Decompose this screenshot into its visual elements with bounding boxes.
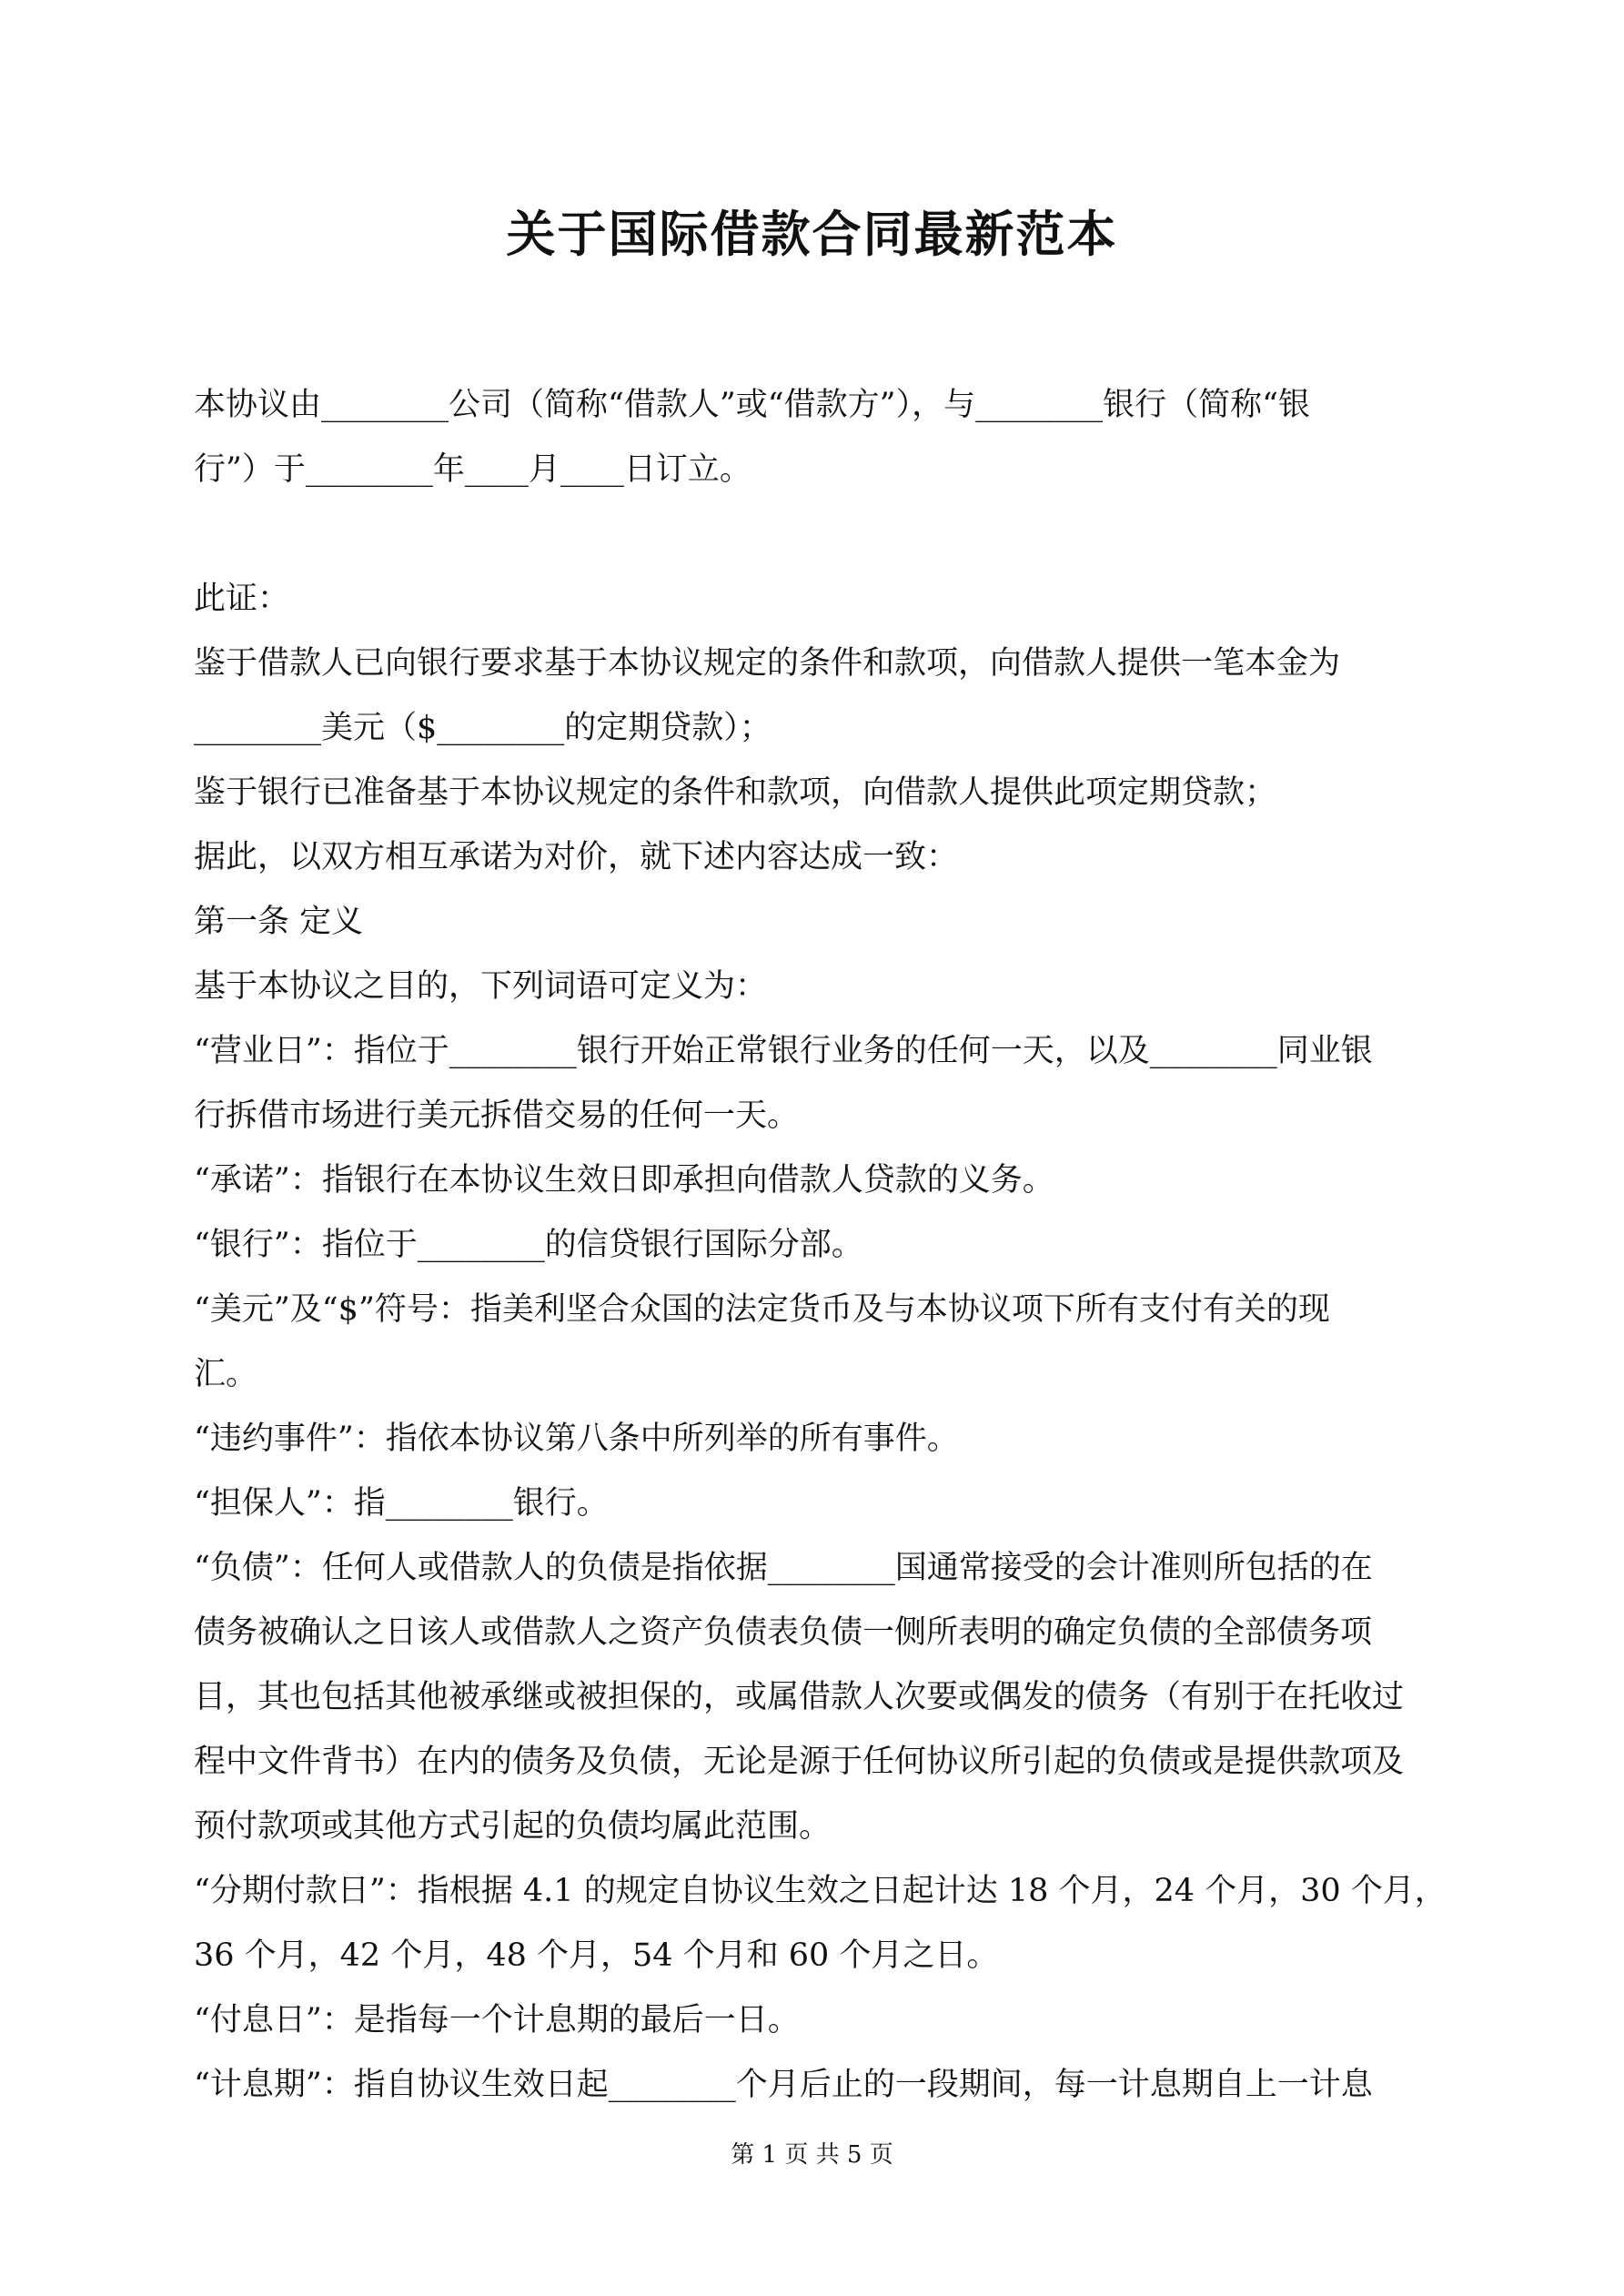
document-body	[194, 373, 1447, 2118]
paragraph-line: 此证：	[194, 581, 290, 617]
document-title: 关于国际借款合同最新范本	[506, 205, 1118, 263]
paragraph-line: “担保人”：指________银行。	[194, 1485, 609, 1522]
paragraph-line: “银行”：指位于________的信贷银行国际分部。	[194, 1227, 863, 1263]
paragraph-line: ________美元（$________的定期贷款）；	[194, 710, 772, 746]
blank-line	[194, 502, 1440, 567]
section-heading: 第一条 定义	[194, 904, 364, 940]
paragraph-line: 本协议由________公司（简称“借款人”或“借款方”），与________银行（简称“银	[194, 387, 1310, 423]
paragraph-line: 预付款项或其他方式引起的负债均属此范围。	[194, 1808, 832, 1845]
paragraph-line: 据此，以双方相互承诺为对价，就下述内容达成一致：	[194, 839, 959, 875]
paragraph-line: “承诺”：指银行在本协议生效日即承担向借款人贷款的义务。	[194, 1162, 1054, 1199]
paragraph-line: 汇。	[194, 1356, 258, 1392]
paragraph-line: 程中文件背书）在内的债务及负债，无论是源于任何协议所引起的负债或是提供款项及	[194, 1744, 1405, 1780]
paragraph-line: 行拆借市场进行美元拆借交易的任何一天。	[194, 1097, 800, 1134]
paragraph-line: “违约事件”：指依本协议第八条中所列举的所有事件。	[194, 1421, 959, 1457]
paragraph-line: 基于本协议之目的，下列词语可定义为：	[194, 968, 768, 1005]
paragraph-line: 鉴于银行已准备基于本协议规定的条件和款项，向借款人提供此项定期贷款；	[194, 774, 1277, 811]
paragraph-line: “计息期”：指自协议生效日起________个月后止的一段期间，每一计息期自上一计息	[194, 2067, 1373, 2103]
paragraph-line: “付息日”：是指每一个计息期的最后一日。	[194, 2002, 800, 2038]
paragraph-line: 36 个月，42 个月，48 个月，54 个月和 60 个月之日。	[194, 1937, 999, 1974]
paragraph-line: “营业日”：指位于________银行开始正常银行业务的任何一天，以及________同业银	[194, 1033, 1373, 1069]
paragraph-line: 目，其也包括其他被承继或被担保的，或属借款人次要或偶发的债务（有别于在托收过	[194, 1679, 1405, 1715]
paragraph-line: “负债”：任何人或借款人的负债是指依据________国通常接受的会计准则所包括的在	[194, 1550, 1373, 1586]
paragraph-line: 鉴于借款人已向银行要求基于本协议规定的条件和款项，向借款人提供一笔本金为	[194, 645, 1341, 682]
page-footer: 第 1 页 共 5 页	[731, 2141, 893, 2169]
paragraph-line: “美元”及“$”符号：指美利坚合众国的法定货币及与本协议项下所有支付有关的现	[194, 1291, 1330, 1328]
paragraph-line: 行”）于________年____月____日订立。	[194, 451, 751, 488]
paragraph-line: “分期付款日”：指根据 4.1 的规定自协议生效之日起计达 18 个月，24 个月，30 个月，	[194, 1873, 1447, 1909]
paragraph-line: 债务被确认之日该人或借款人之资产负债表负债一侧所表明的确定负债的全部债务项	[194, 1614, 1373, 1651]
